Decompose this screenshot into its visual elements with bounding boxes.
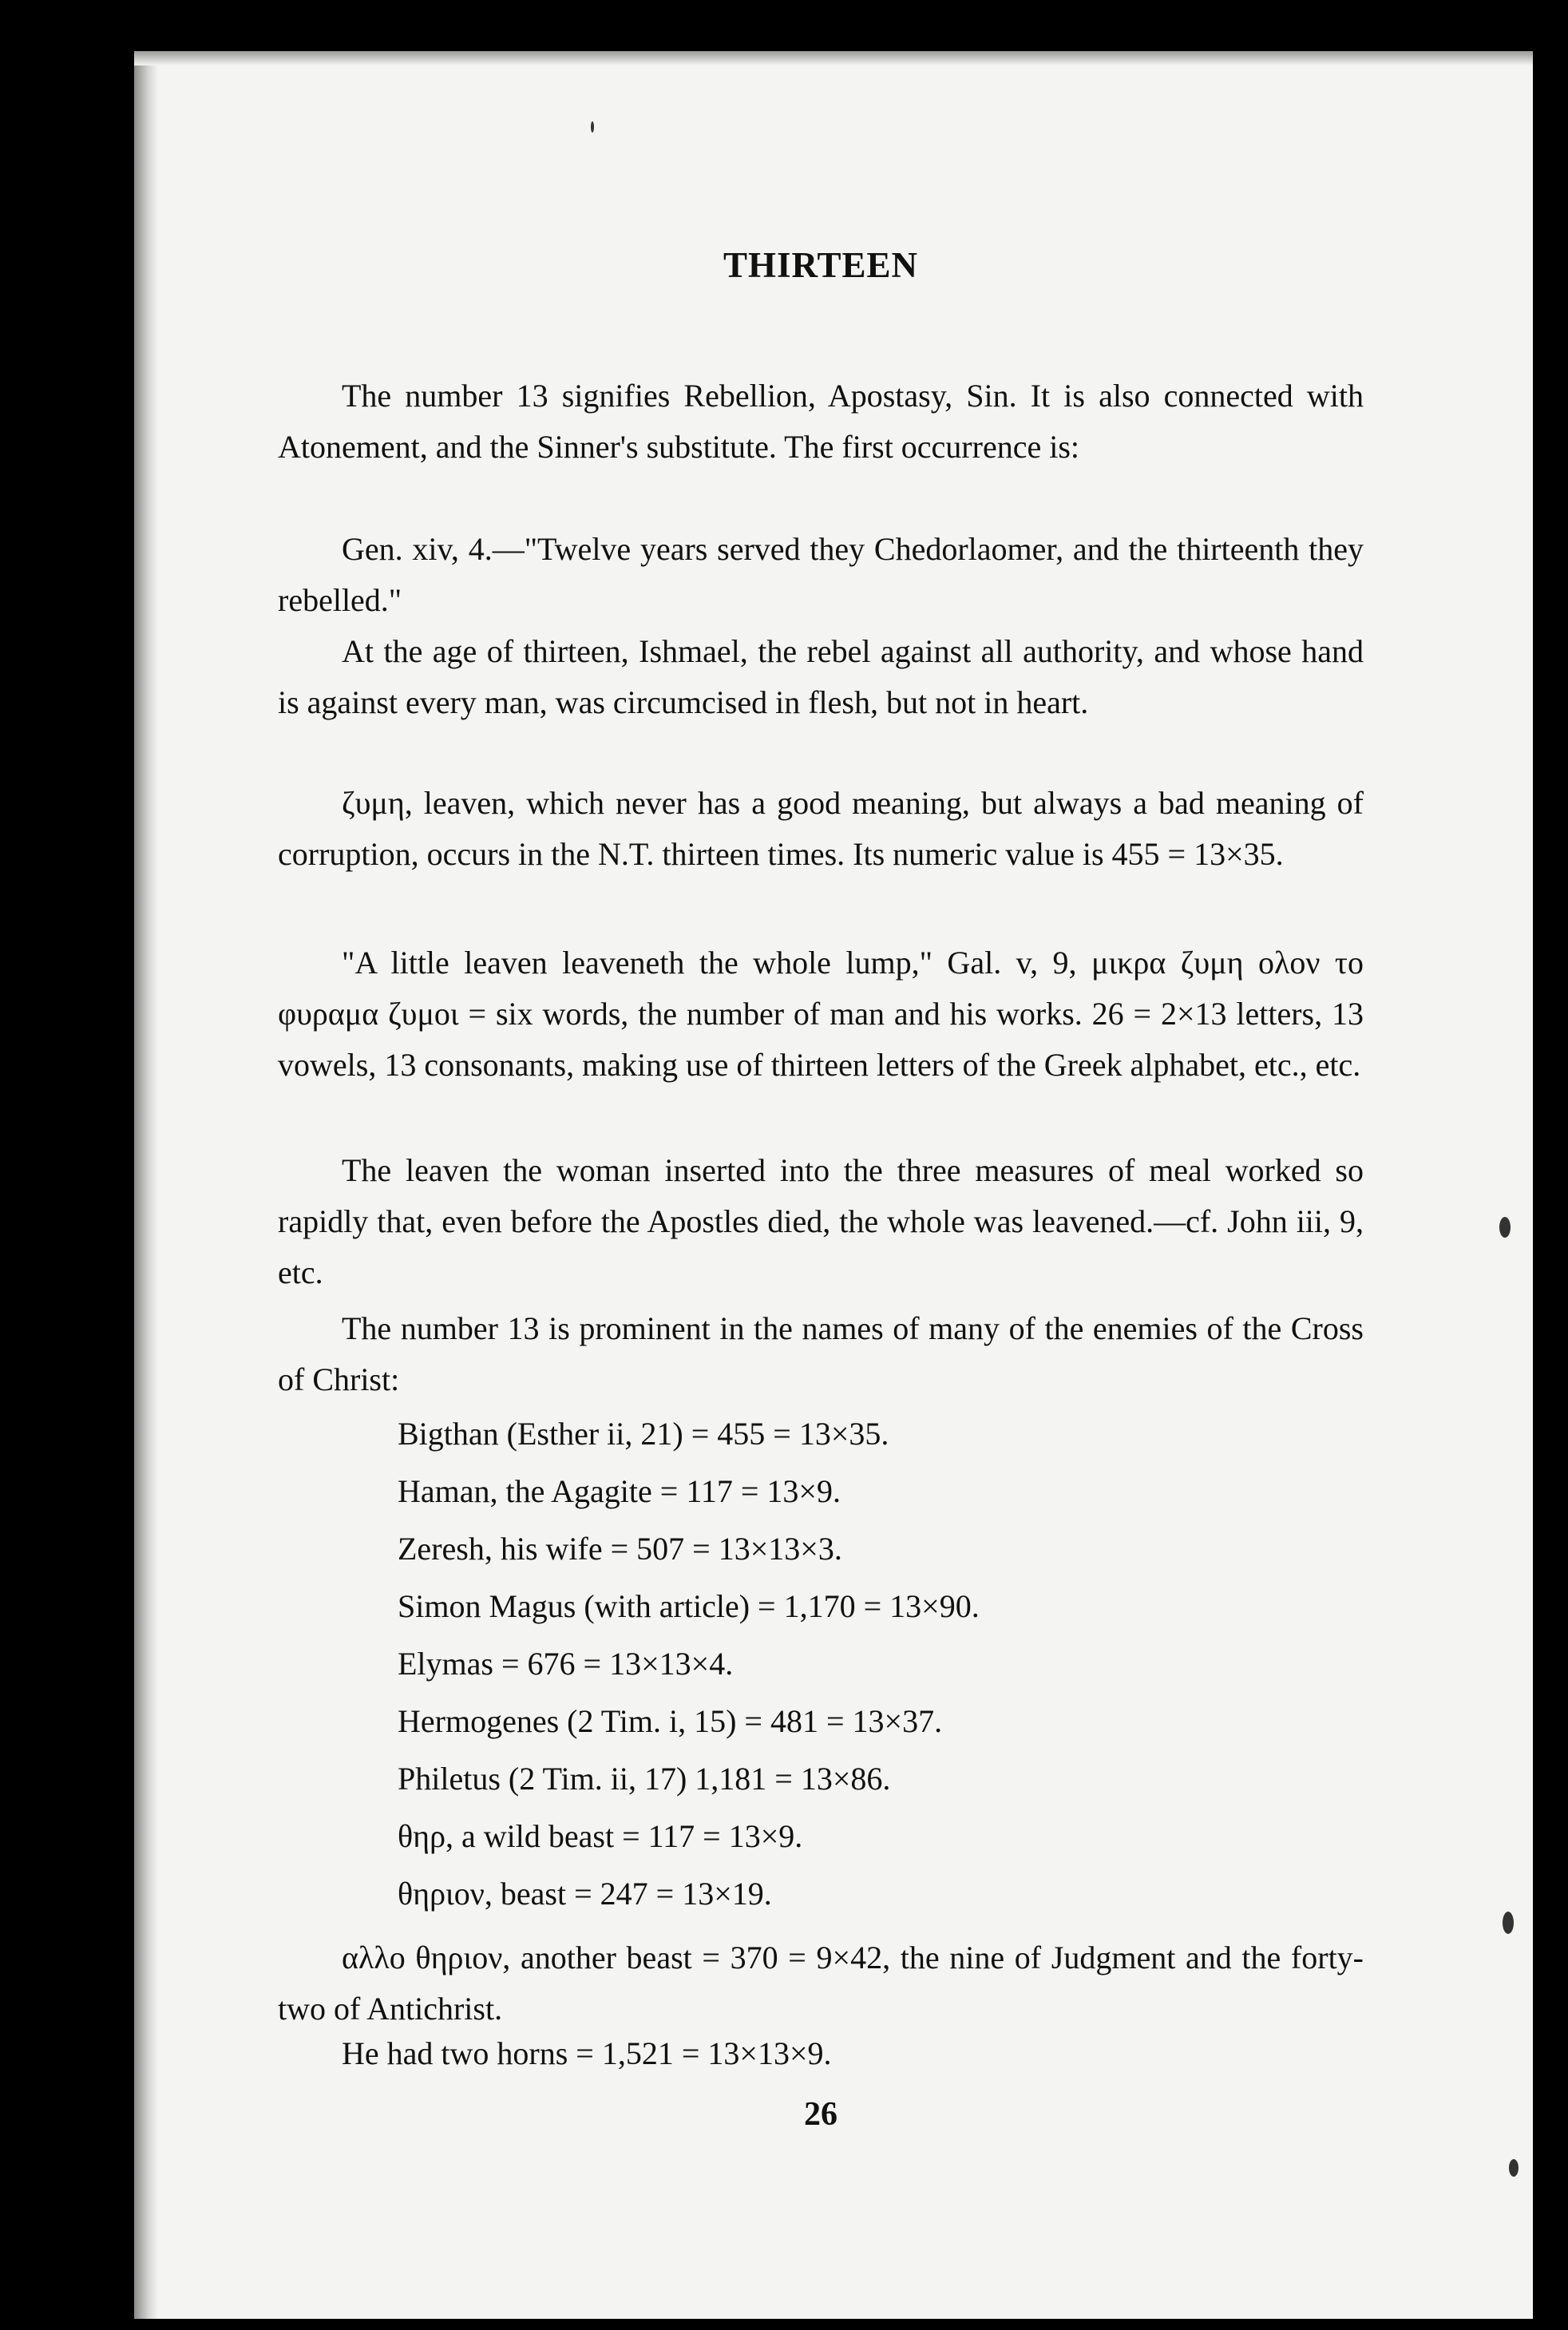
list-item: Hermogenes (2 Tim. i, 15) = 481 = 13×37.: [398, 1703, 943, 1739]
list-item: Simon Magus (with article) = 1,170 = 13×90.: [398, 1588, 980, 1624]
paragraph-ishmael: At the age of thirteen, Ishmael, the rebel against all authority, and whose hand is against every man, was circumcised in flesh, but not in heart.: [278, 633, 1364, 720]
page-number: 26: [804, 2096, 837, 2133]
scan-speck: [1503, 1912, 1514, 1934]
paragraph-enemies: The number 13 is prominent in the names of many of the enemies of the Cross of Christ:: [278, 1310, 1364, 1397]
list-item: Bigthan (Esther ii, 21) = 455 = 13×35.: [398, 1416, 889, 1452]
list-item: θηριον, beast = 247 = 13×19.: [398, 1876, 772, 1912]
list-item: Zeresh, his wife = 507 = 13×13×3.: [398, 1531, 842, 1567]
paragraph-woman-leaven: The leaven the woman inserted into the three measures of meal worked so rapidly that, even before the Apostles died, the whole was leavened.—cf. John iii, 9, etc.: [278, 1152, 1364, 1290]
paragraph-intro: The number 13 signifies Rebellion, Apostasy, Sin. It is also connected with Atonement, and the Sinner's substitute. The first occurrence is:: [278, 378, 1364, 465]
list-item: Philetus (2 Tim. ii, 17) 1,181 = 13×86.: [398, 1761, 891, 1797]
paragraph-two-horns: He had two horns = 1,521 = 13×13×9.: [342, 2035, 832, 2071]
paragraph-genesis: Gen. xiv, 4.—"Twelve years served they Chedorlaomer, and the thirteenth they rebelled.": [278, 531, 1364, 618]
paragraph-another-beast: αλλο θηριον, another beast = 370 = 9×42, the nine of Judgment and the forty-two of Antichrist.: [278, 1940, 1364, 2027]
list-item: θηρ, a wild beast = 117 = 13×9.: [398, 1818, 803, 1854]
page-spine-shadow: [134, 51, 158, 2319]
scan-speck: [1499, 1217, 1511, 1238]
scan-speck: [1509, 2159, 1519, 2177]
list-item: Elymas = 676 = 13×13×4.: [398, 1646, 734, 1682]
chapter-title: THIRTEEN: [723, 245, 918, 285]
paragraph-galatians: "A little leaven leaveneth the whole lump," Gal. v, 9, μικρα ζυμη ολον το φυραμα ζυμοι = six words, the number of man and his works. 26 = 2×13 letters, 13 vowels, 13 consonants, making use of thirteen letters of the Greek alphabet, etc., etc.: [278, 945, 1364, 1083]
book-page: [134, 51, 1533, 2319]
list-item: Haman, the Agagite = 117 = 13×9.: [398, 1473, 841, 1509]
scan-speck: [591, 121, 594, 133]
page-top-shadow: [134, 51, 1533, 65]
paragraph-leaven: ζυμη, leaven, which never has a good meaning, but always a bad meaning of corruption, occurs in the N.T. thirteen times. Its numeric value is 455 = 13×35.: [278, 785, 1364, 872]
